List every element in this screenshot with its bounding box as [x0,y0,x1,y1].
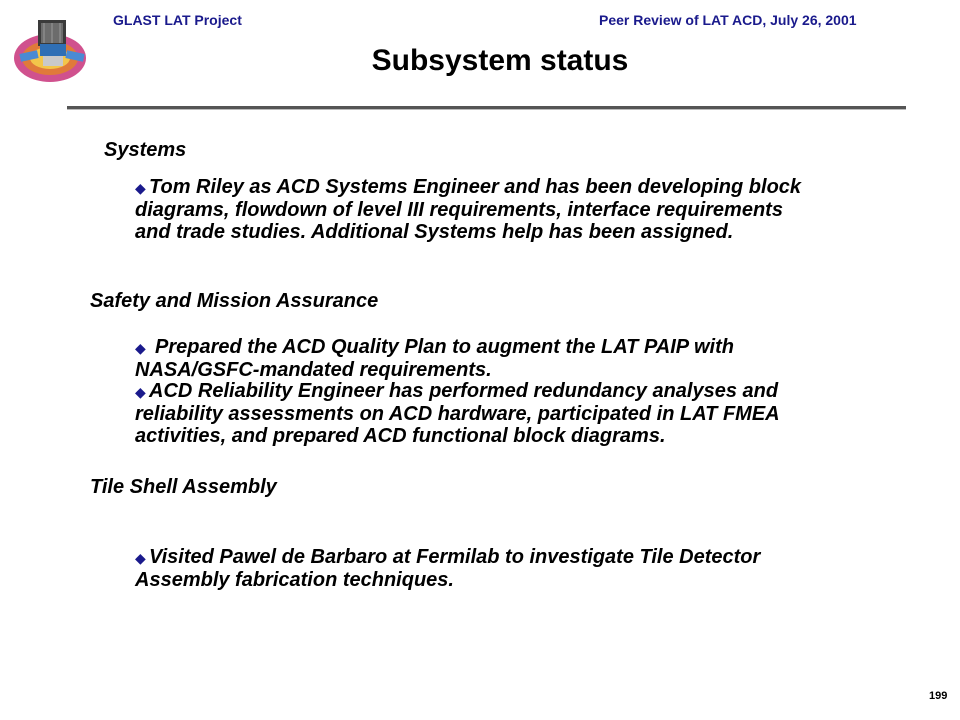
bullet-item: ◆ ACD Reliability Engineer has performed redundancy analyses and reliability assessments on ACD hardware, participated in LAT FMEA activities, and prepared ACD functional block diagrams. [135,380,780,447]
bullet-item: ◆ Tom Riley as ACD Systems Engineer and has been developing block diagrams, flowdown of level III requirements, interface requirements and trade studies. Additional Systems help has been assigned. [135,176,802,243]
section-heading-tile-shell: Tile Shell Assembly [90,476,277,498]
diamond-bullet-icon: ◆ [135,384,146,400]
diamond-bullet-icon: ◆ [135,180,146,196]
bullet-item: ◆ Prepared the ACD Quality Plan to augment the LAT PAIP with NASA/GSFC-mandated requirements. [135,336,734,381]
page-number: 199 [929,690,948,702]
page-title: Subsystem status [371,44,629,77]
diamond-bullet-icon: ◆ [135,550,146,566]
bullet-item: ◆ Visited Pawel de Barbaro at Fermilab to investigate Tile Detector Assembly fabrication techniques. [135,546,761,591]
title-divider [67,106,906,110]
header-review: Peer Review of LAT ACD, July 26, 2001 [599,12,857,28]
diamond-bullet-icon: ◆ [135,340,146,356]
section-heading-systems: Systems [104,139,187,161]
section-heading-safety: Safety and Mission Assurance [90,290,379,312]
header-project: GLAST LAT Project [113,12,242,28]
